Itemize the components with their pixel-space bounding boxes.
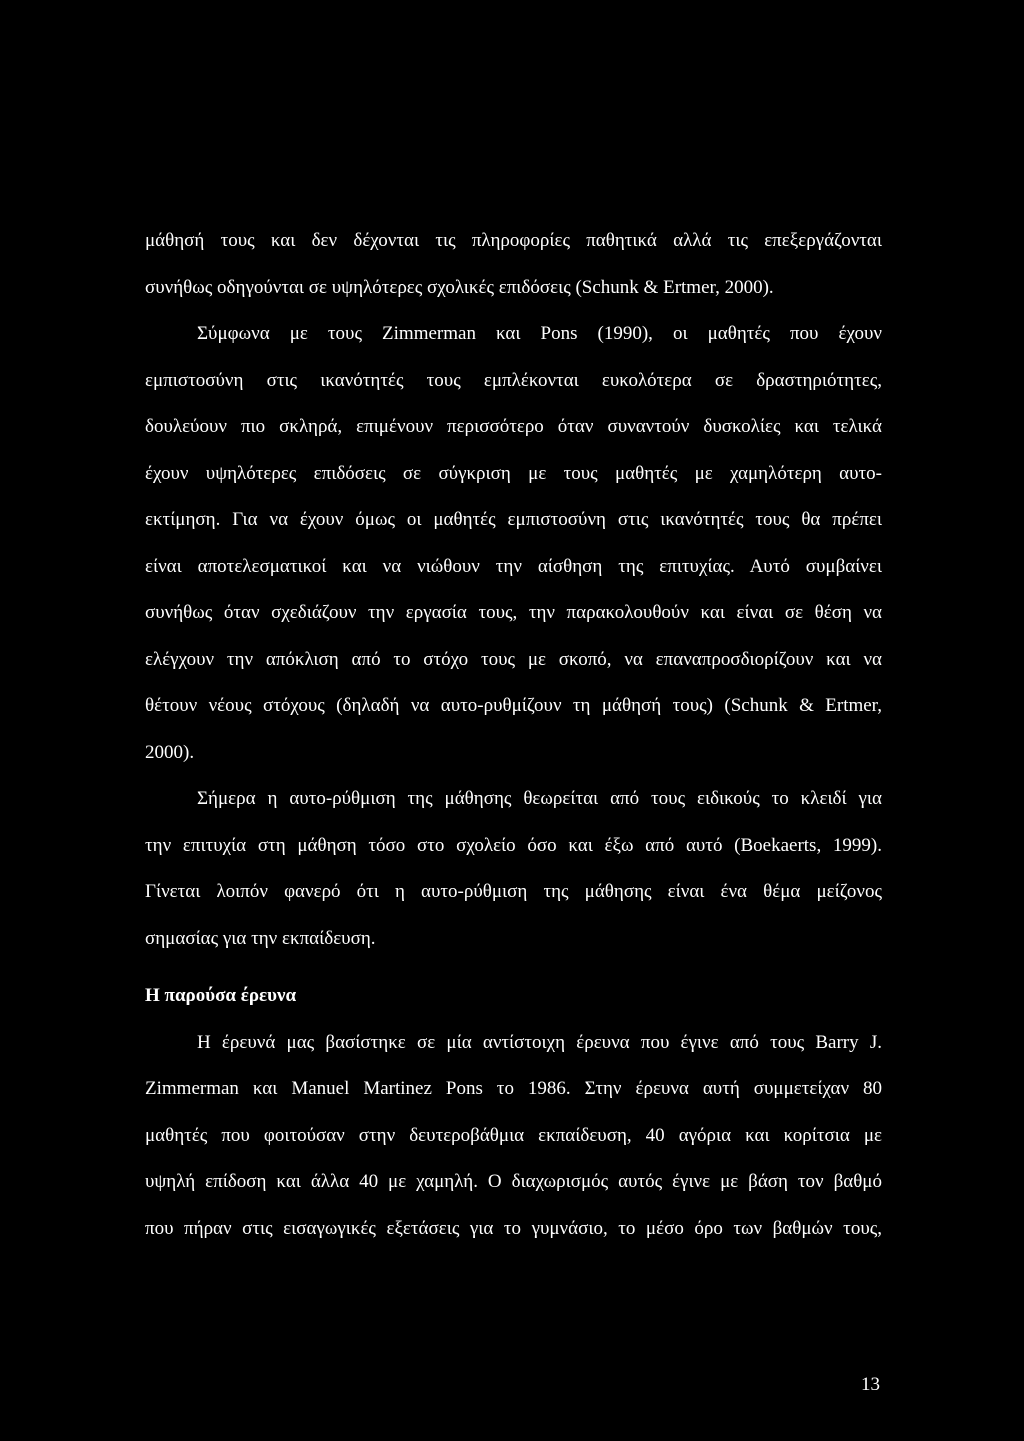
text-line: δουλεύουν πιο σκληρά, επιμένουν περισσότερο όταν συναντούν δυσκολίες και τελικά: [145, 416, 882, 437]
text-line: είναι αποτελεσματικοί και να νιώθουν την αίσθηση της επιτυχίας. Αυτό συμβαίνει: [145, 555, 882, 577]
text-line: την επιτυχία στη μάθηση τόσο στο σχολείο όσο και έξω από αυτό (Boekaerts, 1999).: [145, 834, 882, 856]
paragraph-continuation: [145, 218, 882, 311]
text-line: συνήθως οδηγούνται σε υψηλότερες σχολικές επιδόσεις (Schunk & Ertmer, 2000).: [145, 276, 774, 298]
text-line: εμπιστοσύνη στις ικανότητές τους εμπλέκονται ευκολότερα σε δραστηριότητες,: [145, 369, 882, 391]
text-line: ελέγχουν την απόκλιση από το στόχο τους με σκοπό, να επαναπροσδιορίζουν και να: [145, 648, 882, 670]
text-line: έχουν υψηλότερες επιδόσεις σε σύγκριση με τους μαθητές με χαμηλότερη αυτο-: [145, 462, 882, 484]
text-line: Σύμφωνα με τους Zimmerman και Pons (1990), οι μαθητές που έχουν: [197, 323, 882, 344]
text-line: Σήμερα η αυτο-ρύθμιση της μάθησης θεωρείται από τους ειδικούς το κλειδί για: [197, 788, 882, 809]
section-heading: Η παρούσα έρευνα: [145, 985, 297, 1006]
text-line: Η έρευνά μας βασίστηκε σε μία αντίστοιχη έρευνα που έγινε από τους Barry J.: [197, 1031, 882, 1053]
paragraph-self-regulation: [145, 776, 882, 962]
text-line: μαθητές που φοιτούσαν στην δευτεροβάθμια εκπαίδευση, 40 αγόρια και κορίτσια με: [145, 1124, 882, 1146]
text-line: συνήθως όταν σχεδιάζουν την εργασία τους, την παρακολουθούν και είναι σε θέση να: [145, 602, 882, 623]
text-line: εκτίμηση. Για να έχουν όμως οι μαθητές εμπιστοσύνη στις ικανότητές τους θα πρέπει: [145, 509, 882, 530]
document-page: [145, 218, 882, 1252]
text-line: σημασίας για την εκπαίδευση.: [145, 927, 376, 949]
page-number: 13: [861, 1374, 880, 1395]
text-line: μάθησή τους και δεν δέχονται τις πληροφορίες παθητικά αλλά τις επεξεργάζονται: [145, 230, 882, 251]
text-line: που πήραν στις εισαγωγικές εξετάσεις για το γυμνάσιο, το μέσο όρο των βαθμών τους,: [145, 1217, 882, 1239]
paragraph-zimmerman-pons: [145, 311, 882, 776]
text-line: 2000).: [145, 741, 195, 763]
text-line: Γίνεται λοιπόν φανερό ότι η αυτο-ρύθμιση της μάθησης είναι ένα θέμα μείζονος: [145, 881, 882, 902]
text-line: θέτουν νέους στόχους (δηλαδή να αυτο-ρυθμίζουν τη μάθησή τους) (Schunk & Ertmer,: [145, 695, 882, 716]
paragraph-present-research: [145, 1020, 882, 1253]
text-line: υψηλή επίδοση και άλλα 40 με χαμηλή. Ο διαχωρισμός αυτός έγινε με βάση τον βαθμό: [145, 1171, 882, 1192]
text-line: Zimmerman και Manuel Martinez Pons το 1986. Στην έρευνα αυτή συμμετείχαν 80: [145, 1078, 882, 1099]
